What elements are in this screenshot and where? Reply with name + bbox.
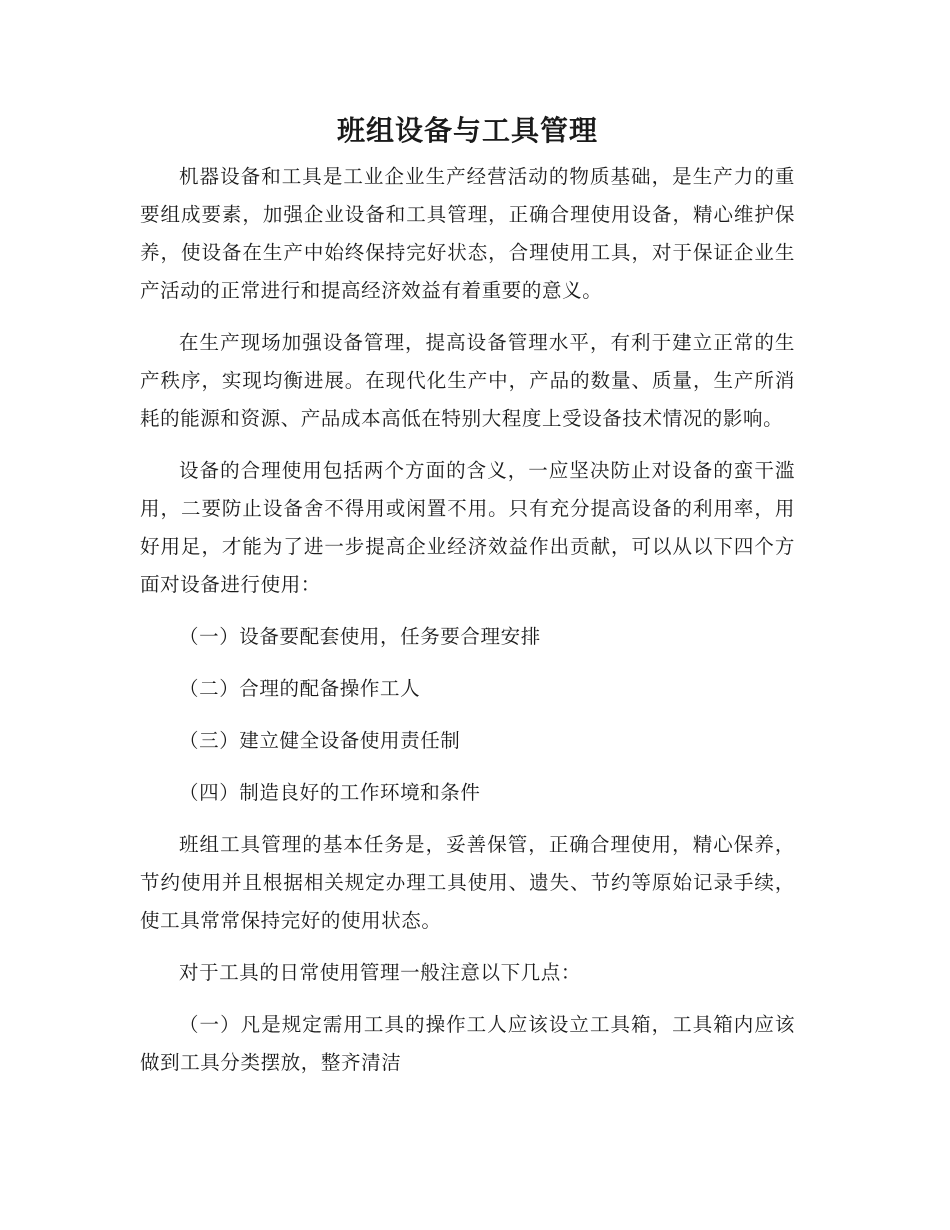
paragraph-3: 设备的合理使用包括两个方面的含义，一应坚决防止对设备的蛮干滥用，二要防止设备舍不得用或闲置不用。只有充分提高设备的利用率，用好用足，才能为了进一步提高企业经济效益作出贡献，可以从以下四个方面对设备进行使用：	[140, 459, 795, 596]
document-title: 班组设备与工具管理	[336, 114, 598, 147]
list-item-4: （四）制造良好的工作环境和条件	[179, 781, 481, 804]
paragraph-6: （一）凡是规定需用工具的操作工人应该设立工具箱，工具箱内应该做到工具分类摆放，整齐清洁	[140, 1013, 795, 1074]
paragraph-1: 机器设备和工具是工业企业生产经营活动的物质基础，是生产力的重要组成要素，加强企业设备和工具管理，正确合理使用设备，精心维护保养，使设备在生产中始终保持完好状态，合理使用工具，对于保证企业生产活动的正常进行和提高经济效益有着重要的意义。	[140, 165, 795, 302]
list-item-2: （二）合理的配备操作工人	[179, 677, 421, 700]
paragraph-4: 班组工具管理的基本任务是，妥善保管，正确合理使用，精心保养，节约使用并且根据相关规定办理工具使用、遗失、节约等原始记录手续，使工具常常保持完好的使用状态。	[140, 833, 795, 932]
document-page	[140, 110, 795, 1096]
list-item-1: （一）设备要配套使用，任务要合理安排	[179, 625, 541, 648]
paragraph-2: 在生产现场加强设备管理，提高设备管理水平，有利于建立正常的生产秩序，实现均衡进展。在现代化生产中，产品的数量、质量，生产所消耗的能源和资源、产品成本高低在特别大程度上受设备技术情况的影响。	[140, 331, 795, 430]
list-item-3: （三）建立健全设备使用责任制	[179, 729, 461, 752]
paragraph-5: 对于工具的日常使用管理一般注意以下几点：	[179, 961, 582, 984]
